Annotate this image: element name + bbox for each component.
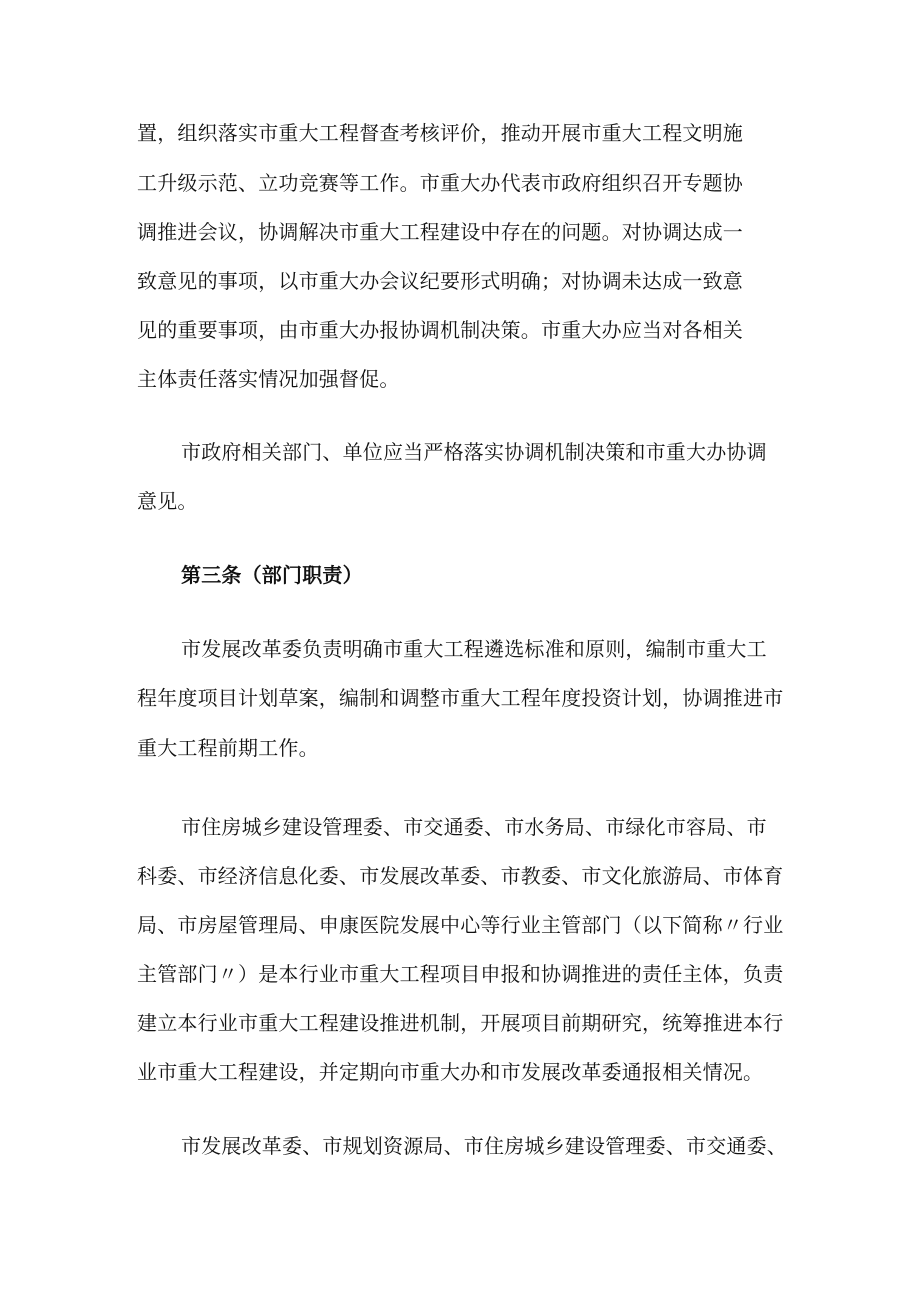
paragraph-1-line-2: 工升级示范、立功竞赛等工作。市重大办代表市政府组织召开专题协	[137, 171, 743, 195]
paragraph-1-line-6: 主体责任落实情况加强督促。	[137, 367, 400, 391]
paragraph-5-line-1: 市发展改革委、市规划资源局、市住房城乡建设管理委、市交通委、	[181, 1134, 787, 1158]
paragraph-1-line-4: 致意见的事项，以市重大办会议纪要形式明确；对协调未达成一致意	[137, 269, 743, 293]
paragraph-4-line-2: 科委、市经济信息化委、市发展改革委、市教委、市文化旅游局、市体育	[137, 864, 784, 888]
paragraph-2-line-2: 意见。	[137, 489, 198, 513]
paragraph-4-line-6: 业市重大工程建设，并定期向市重大办和市发展改革委通报相关情况。	[137, 1060, 764, 1084]
paragraph-1-line-3: 调推进会议，协调解决市重大工程建设中存在的问题。对协调达成一	[137, 220, 743, 244]
paragraph-3-line-1: 市发展改革委负责明确市重大工程遴选标准和原则，编制市重大工	[181, 637, 767, 661]
paragraph-4-line-3: 局、市房屋管理局、申康医院发展中心等行业主管部门（以下简称〃行业	[137, 913, 784, 937]
paragraph-2-line-1: 市政府相关部门、单位应当严格落实协调机制决策和市重大办协调	[181, 440, 767, 464]
paragraph-1-line-1: 置，组织落实市重大工程督查考核评价，推动开展市重大工程文明施	[137, 121, 743, 145]
paragraph-3-line-2: 程年度项目计划草案，编制和调整市重大工程年度投资计划，协调推进市	[137, 686, 784, 710]
paragraph-1-line-5: 见的重要事项，由市重大办报协调机制决策。市重大办应当对各相关	[137, 318, 743, 342]
section-heading: 第三条（部门职责）	[181, 563, 363, 587]
paragraph-4-line-5: 建立本行业市重大工程建设推进机制，开展项目前期研究，统筹推进本行	[137, 1011, 784, 1035]
paragraph-4-line-1: 市住房城乡建设管理委、市交通委、市水务局、市绿化市容局、市	[181, 815, 767, 839]
paragraph-3-line-3: 重大工程前期工作。	[137, 736, 319, 760]
paragraph-4-line-4: 主管部门〃）是本行业市重大工程项目申报和协调推进的责任主体，负责	[137, 962, 784, 986]
